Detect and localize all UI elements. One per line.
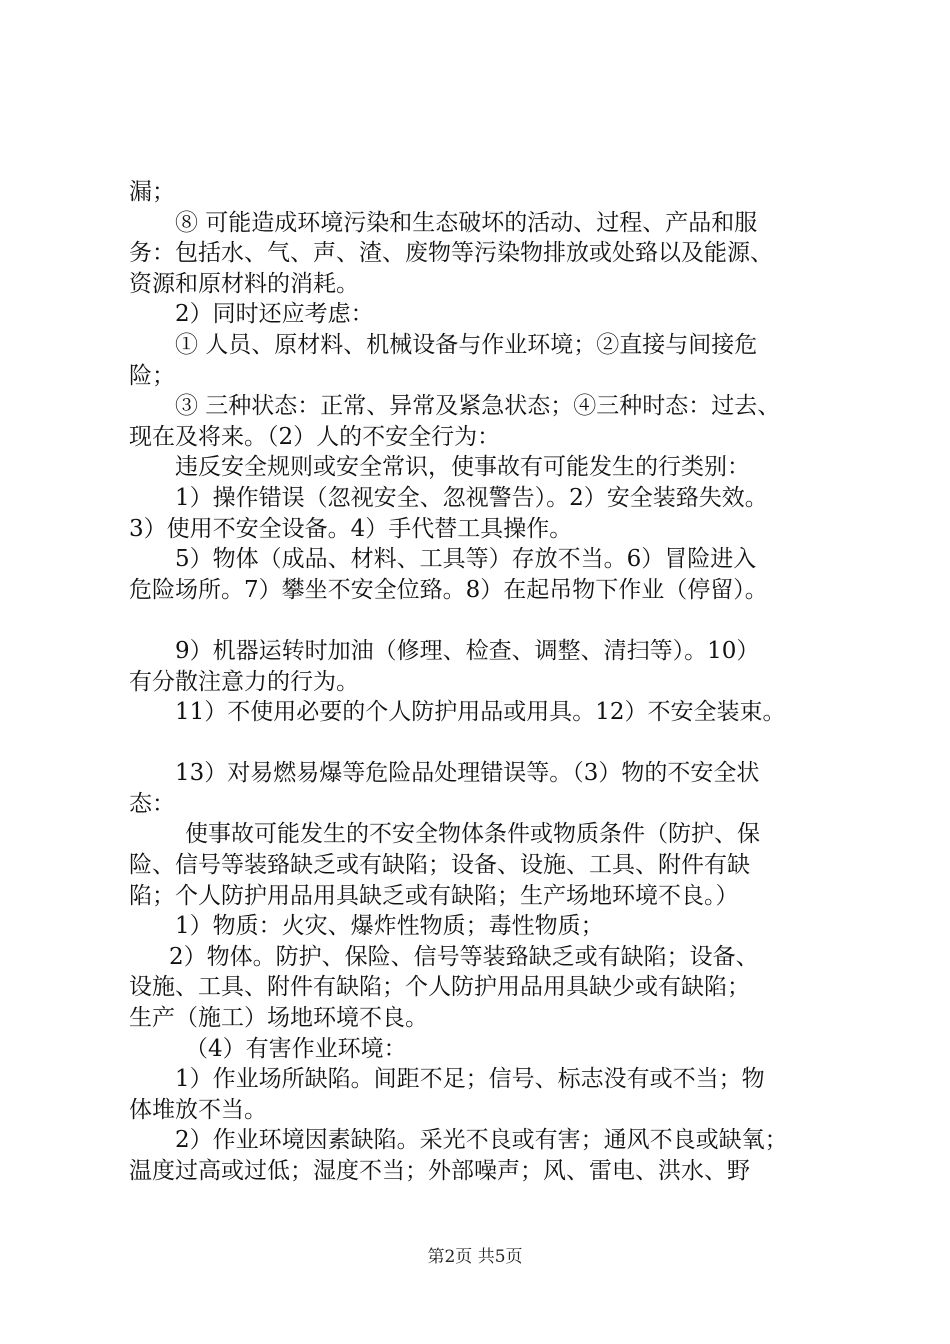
text-line: 有分散注意力的行为。	[129, 668, 359, 695]
text-line: 险、信号等装臵缺乏或有缺陷；设备、设施、工具、附件有缺	[129, 852, 750, 879]
text-line: 漏；	[129, 179, 175, 205]
text-line: 9）机器运转时加油（修理、检查、调整、清扫等）。10）	[175, 637, 760, 664]
text-line: 现在及将来。（2）人的不安全行为：	[129, 423, 501, 450]
text-line: （4）有害作业环境：	[185, 1035, 407, 1062]
blank-line	[129, 605, 849, 636]
text-line: 13）对易燃易爆等危险品处理错误等。（3）物的不安全状	[175, 760, 760, 787]
text-line: 11）不使用必要的个人防护用品或用具。12）不安全装束。	[175, 699, 786, 726]
text-line: 2）物体。防护、保险、信号等装臵缺乏或有缺陷；设备、	[169, 943, 759, 970]
text-line: 设施、工具、附件有缺陷；个人防护用品用具缺少或有缺陷；	[129, 974, 750, 1001]
document-body	[129, 177, 849, 1187]
text-line: 1）操作错误（忽视安全、忽视警告）。2）安全装臵失效。	[175, 484, 768, 511]
text-line: 1）作业场所缺陷。间距不足；信号、标志没有或不当；物	[175, 1066, 765, 1093]
text-line: 2）作业环境因素缺陷。采光不良或有害；通风不良或缺氧；	[175, 1127, 788, 1154]
text-line: 资源和原材料的消耗。	[129, 270, 359, 297]
text-line: 陷；个人防护用品用具缺乏或有缺陷；生产场地环境不良。）	[129, 882, 739, 909]
text-line: 5）物体（成品、材料、工具等）存放不当。6）冒险进入	[175, 546, 757, 573]
text-line: 态：	[129, 790, 175, 817]
text-line: 务：包括水、气、声、渣、废物等污染物排放或处臵以及能源、	[129, 240, 773, 267]
blank-line	[129, 728, 849, 759]
text-line: 温度过高或过低；湿度不当；外部噪声；风、雷电、洪水、野	[129, 1158, 750, 1184]
text-line: 3）使用不安全设备。4）手代替工具操作。	[129, 515, 573, 542]
text-line: ⑧ 可能造成环境污染和生态破坏的活动、过程、产品和服	[175, 209, 758, 236]
page-footer: 第2页 共5页	[427, 1247, 523, 1267]
text-line: ③ 三种状态：正常、异常及紧急状态；④三种时态：过去、	[175, 393, 781, 420]
text-line: 使事故可能发生的不安全物体条件或物质条件（防护、保	[185, 821, 760, 848]
text-line: 险；	[129, 362, 175, 389]
text-line: 体堆放不当。	[129, 1096, 267, 1123]
text-line: 1）物质：火灾、爆炸性物质；毒性物质；	[175, 913, 604, 940]
text-line: ① 人员、原材料、机械设备与作业环境；②直接与间接危	[175, 331, 758, 358]
text-line: 2）同时还应考虑：	[175, 301, 374, 328]
text-line: 生产（施工）场地环境不良。	[129, 1005, 428, 1032]
text-line: 危险场所。7）攀坐不安全位臵。8）在起吊物下作业（停留）。	[129, 576, 768, 603]
text-line: 违反安全规则或安全常识，使事故有可能发生的行类别：	[175, 454, 750, 481]
